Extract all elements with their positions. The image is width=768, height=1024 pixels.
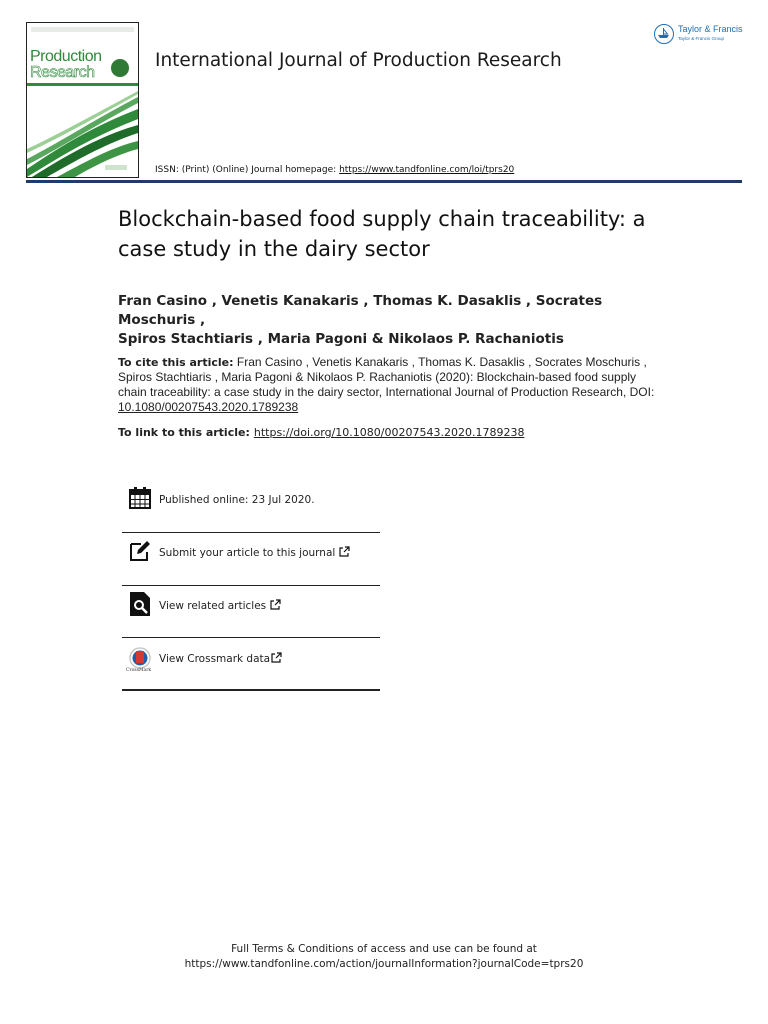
cite-text: Fran Casino , Venetis Kanakaris , Thomas K. Dasaklis , Socrates Moschuris , Spiros Stachtiaris , Maria Pagoni & Nikolaos P. Rachaniotis (2020): Blockchain-based food supply chain traceability: a case study in the dairy sector, International Journal of Production Research, DOI: [118,355,655,399]
external-link-icon [339,546,350,557]
crossmark-label: View Crossmark data [159,653,271,665]
related-articles-item[interactable] [122,580,380,632]
cover-title-line1: Production [30,48,102,65]
article-doi-link[interactable]: https://doi.org/10.1080/00207543.2020.1789238 [253,426,525,439]
link-label: To link to this article: [118,426,250,439]
authors-line1: Fran Casino , Venetis Kanakaris , Thomas K. Dasaklis , Socrates Moschuris , [118,293,603,328]
cite-doi-link[interactable]: 10.1080/00207543.2020.1789238 [118,400,299,414]
edit-icon [128,537,152,565]
external-link-icon [270,599,281,610]
cite-label: To cite this article: [118,356,234,369]
publisher-logo[interactable] [654,22,746,48]
authors-line2: Spiros Stachtiaris , Maria Pagoni & Nikolaos P. Rachaniotis [118,331,564,347]
crossmark-caption: CrossMark [126,668,152,673]
issn-text: ISSN: (Print) (Online) Journal homepage: [155,165,340,175]
cover-title-line2: Research [30,64,95,81]
journal-title: International Journal of Production Research [155,50,562,71]
related-articles-label: View related articles [159,600,267,612]
boat-logo-icon [654,24,674,44]
crossmark-item[interactable] [122,633,380,685]
published-online-item [122,474,380,526]
article-title-line2: case study in the dairy sector [118,237,430,261]
external-link-icon [271,652,282,663]
article-link-line [118,425,678,440]
related-articles-link[interactable] [159,580,281,632]
footer-terms-link[interactable]: https://www.tandfonline.com/action/journalInformation?journalCode=tprs20 [184,958,584,970]
publisher-name: Taylor & Francis [678,24,743,34]
citation-block [118,355,663,415]
journal-cover-thumbnail [26,22,139,178]
info-bottom-divider [122,689,380,691]
submit-article-link[interactable] [159,527,350,579]
article-authors [118,292,678,349]
journal-homepage-link[interactable]: https://www.tandfonline.com/loi/tprs20 [339,165,515,175]
article-title-line1: Blockchain-based food supply chain traceability: a [118,207,646,231]
cover-badge-icon [111,59,129,77]
submit-article-label: Submit your article to this journal [159,547,336,559]
article-title [118,204,678,264]
cover-wave-art [27,89,138,177]
search-document-icon [128,590,152,618]
submit-article-item[interactable] [122,527,380,579]
issn-line [155,165,514,175]
cover-top-bar [31,27,134,32]
crossmark-link[interactable] [159,633,282,685]
publisher-group: Taylor & Francis Group [678,36,725,41]
calendar-icon [128,484,152,512]
cover-stripe [27,83,138,86]
terms-footer [0,942,768,972]
header-divider [26,180,742,183]
footer-line1: Full Terms & Conditions of access and use can be found at [231,943,537,955]
published-online-text: Published online: 23 Jul 2020. [159,494,315,506]
